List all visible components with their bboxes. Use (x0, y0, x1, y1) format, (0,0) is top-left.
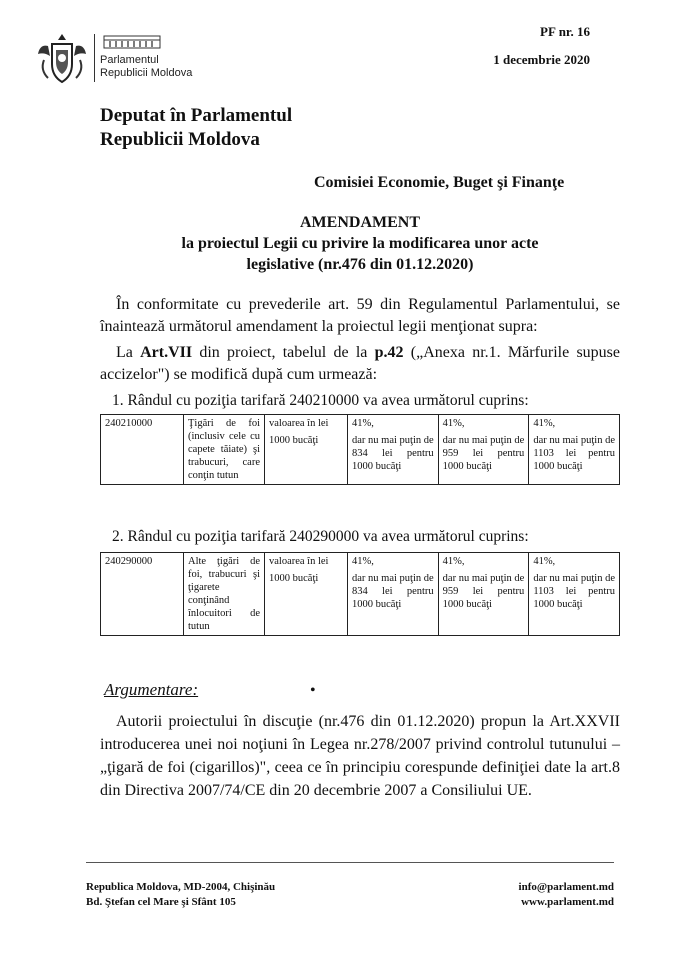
document-number (540, 24, 590, 40)
product-name: Alte ţigări de foi, trabucuri şi ţigarete conţinând înlocuitori de tutun (184, 553, 265, 636)
table-row (101, 415, 620, 485)
tariff-table-1 (100, 414, 620, 485)
tariff-code: 240210000 (101, 415, 184, 485)
sender-line2: Republicii Moldova (100, 129, 260, 150)
intro-paragraph: În conformitate cu prevederile art. 59 din Regulamentul Parlamentului, se înaintează următorul amendament la proiectul legii menţionat supra: (100, 296, 620, 335)
address-line2: Bd. Ştefan cel Mare şi Sfânt 105 (86, 896, 236, 908)
title-line3: legislative (nr.476 din 01.12.2020) (246, 256, 474, 273)
institution-name (100, 54, 192, 80)
tariff-table-2 (100, 552, 620, 636)
instruction-prefix: La (116, 344, 141, 361)
unit-value: 1000 bucăţi (269, 435, 319, 446)
rate-text: dar nu mai puţin de 1103 lei pentru 1000 bucăţi (533, 435, 615, 472)
website-link[interactable]: www.parlament.md (521, 896, 614, 908)
institution-line2: Republicii Moldova (100, 67, 193, 79)
unit-cell (265, 415, 348, 485)
doc-prefix: PF (540, 24, 556, 39)
rate-percent: 41%, (533, 418, 556, 429)
unit-cell (265, 553, 348, 636)
coat-of-arms-icon (34, 30, 90, 90)
rate-cell (529, 415, 620, 485)
instruction-middle: din proiect, tabelul de la (192, 344, 375, 361)
rate-text: dar nu mai puţin de 959 lei pentru 1000 bucăţi (442, 573, 525, 610)
item-heading-1: 1. Rândul cu poziţia tarifară 240210000 va avea următorul cuprins: (112, 392, 529, 409)
table-row (101, 553, 620, 636)
doc-number-value: nr. 16 (558, 24, 590, 39)
email-link[interactable]: info@parlament.md (518, 881, 614, 893)
unit-header: valoarea în lei (269, 556, 329, 567)
sender-block (100, 104, 292, 152)
unit-header: valoarea în lei (269, 418, 329, 429)
header-divider (94, 34, 95, 82)
rate-percent: 41%, (352, 556, 374, 567)
title-line1: AMENDAMENT (300, 214, 420, 231)
rate-text: dar nu mai puţin de 834 lei pentru 1000 bucăţi (352, 435, 434, 472)
parliament-building-icon (102, 32, 162, 50)
footer-contacts (519, 880, 614, 910)
rate-percent: 41%, (442, 556, 465, 567)
instruction-paragraph (100, 342, 620, 386)
sender-line1: Deputat în Parlamentul (100, 105, 293, 126)
rate-percent: 41%, (442, 418, 465, 429)
argumentation-heading: Argumentare: (104, 680, 199, 699)
instruction-point: p.42 (374, 344, 404, 361)
footer-divider (86, 862, 614, 863)
tariff-code: 240290000 (101, 553, 184, 636)
rate-text: dar nu mai puţin de 959 lei pentru 1000 bucăţi (442, 435, 525, 472)
instruction-article: Art.VII (140, 344, 193, 361)
rate-cell (529, 553, 620, 636)
addressee: Comisiei Economie, Buget şi Finanţe (314, 174, 565, 191)
rate-percent: 41%, (533, 556, 556, 567)
item-heading-2: 2. Rândul cu poziţia tarifară 240290000 va avea următorul cuprins: (112, 528, 529, 545)
document-title (100, 212, 620, 275)
product-name: Ţigări de foi (inclusiv cele cu capete tăiate) şi trabucuri, care conţin tutun (184, 415, 265, 485)
document-date: 1 decembrie 2020 (493, 52, 590, 67)
rate-cell (348, 415, 439, 485)
argumentation-text: Autorii proiectului în discuţie (nr.476 din 01.12.2020) propun la Art.XXVII introducerea unei noi noţiuni în Legea nr.278/2007 privind controlul tutunului – „ţigară de foi (cigarillos)", ceea ce în principiu corespunde definiţiei date la art.8 din Directiva 2007/74/CE din 20 decembrie 2007 a Consiliului UE. (100, 713, 620, 799)
title-line2: la proiectul Legii cu privire la modificarea unor acte (181, 235, 539, 252)
institution-line1: Parlamentul (100, 54, 159, 66)
instruction-suffix: („Anexa nr.1. Mărfurile supuse accizelor") se modifică după cum urmează: (100, 344, 621, 383)
address-line1: Republica Moldova, MD-2004, Chişinău (86, 881, 276, 893)
unit-value: 1000 bucăţi (269, 573, 319, 584)
stray-dot: • (310, 682, 316, 699)
rate-cell (438, 553, 529, 636)
rate-text: dar nu mai puţin de 834 lei pentru 1000 bucăţi (352, 573, 434, 610)
footer-address (86, 880, 275, 910)
rate-percent: 41%, (352, 418, 374, 429)
rate-cell (438, 415, 529, 485)
rate-text: dar nu mai puţin de 1103 lei pentru 1000 bucăţi (533, 573, 615, 610)
rate-cell (348, 553, 439, 636)
